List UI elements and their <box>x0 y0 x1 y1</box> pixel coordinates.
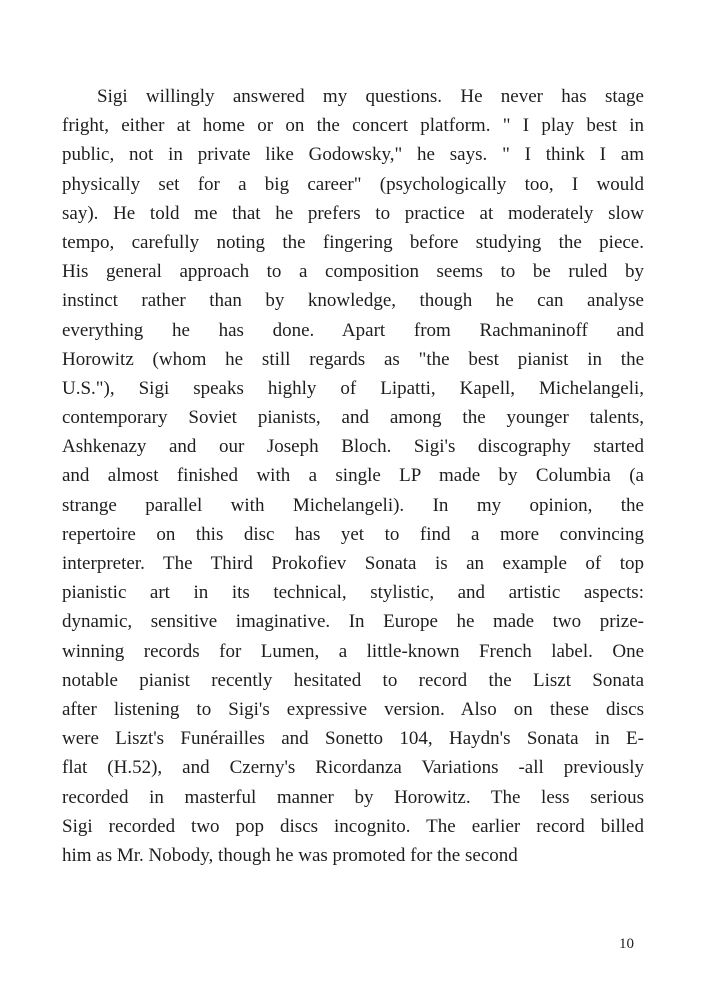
text-line-content: say). He told me that he prefers to practice at moderately slow <box>62 202 644 224</box>
text-line-content: Sigi willingly answered my questions. He never has stage <box>97 86 644 107</box>
body-text <box>62 82 644 870</box>
text-line-content: were Liszt's Funérailles and Sonetto 104, Haydn's Sonata in E- <box>62 728 644 750</box>
text-line <box>62 286 644 315</box>
text-line-content: everything he has done. Apart from Rachmaninoff and <box>62 319 644 341</box>
text-line-content: U.S."), Sigi speaks highly of Lipatti, Kapell, Michelangeli, <box>62 377 644 399</box>
text-line-content: instinct rather than by knowledge, though he can analyse <box>62 290 644 312</box>
text-line <box>62 228 644 257</box>
text-line-content: strange parallel with Michelangeli). In my opinion, the <box>62 494 644 516</box>
text-line <box>62 374 644 403</box>
text-line <box>62 637 644 666</box>
text-line <box>62 607 644 636</box>
text-line-content: public, not in private like Godowsky," he says. " I think I am <box>62 144 644 166</box>
text-line-content: Ashkenazy and our Joseph Bloch. Sigi's discography started <box>62 436 644 458</box>
text-line <box>62 403 644 432</box>
text-line-content: him as Mr. Nobody, though he was promoted for the second <box>62 844 518 866</box>
text-line <box>62 199 644 228</box>
text-line <box>62 82 644 111</box>
text-line <box>62 549 644 578</box>
text-line <box>62 491 644 520</box>
text-line <box>62 316 644 345</box>
text-line <box>62 812 644 841</box>
text-line <box>62 695 644 724</box>
text-line <box>62 345 644 374</box>
text-line-content: pianistic art in its technical, stylistic, and artistic aspects: <box>62 582 644 604</box>
text-line <box>62 783 644 812</box>
text-line <box>62 666 644 695</box>
text-line-content: interpreter. The Third Prokofiev Sonata is an example of top <box>62 553 644 574</box>
text-line-content: notable pianist recently hesitated to record the Liszt Sonata <box>62 669 644 691</box>
text-line-content: tempo, carefully noting the fingering before studying the piece. <box>62 231 644 253</box>
text-line-content: physically set for a big career" (psychologically too, I would <box>62 173 644 195</box>
text-line <box>62 841 644 870</box>
text-line-content: dynamic, sensitive imaginative. In Europe he made two prize- <box>62 611 644 633</box>
text-line <box>62 461 644 490</box>
text-line <box>62 432 644 461</box>
text-line-content: Horowitz (whom he still regards as "the best pianist in the <box>62 348 644 370</box>
text-line <box>62 753 644 782</box>
text-line <box>62 170 644 199</box>
page-number: 10 <box>619 936 634 952</box>
text-line-content: contemporary Soviet pianists, and among the younger talents, <box>62 407 644 429</box>
text-line <box>62 257 644 286</box>
text-line-content: Sigi recorded two pop discs incognito. The earlier record billed <box>62 815 644 837</box>
text-line <box>62 724 644 753</box>
text-line-content: fright, either at home or on the concert platform. " I play best in <box>62 115 644 137</box>
text-line <box>62 520 644 549</box>
text-line <box>62 578 644 607</box>
text-line-content: after listening to Sigi's expressive version. Also on these discs <box>62 698 644 720</box>
text-line-content: repertoire on this disc has yet to find a more convincing <box>62 523 644 545</box>
text-line <box>62 111 644 140</box>
text-line-content: recorded in masterful manner by Horowitz. The less serious <box>62 786 644 808</box>
text-line-content: flat (H.52), and Czerny's Ricordanza Variations -all previously <box>62 757 644 779</box>
text-line-content: and almost finished with a single LP made by Columbia (a <box>62 465 644 487</box>
text-line-content: winning records for Lumen, a little-known French label. One <box>62 640 644 662</box>
text-line-content: His general approach to a composition seems to be ruled by <box>62 261 644 283</box>
text-line <box>62 140 644 169</box>
